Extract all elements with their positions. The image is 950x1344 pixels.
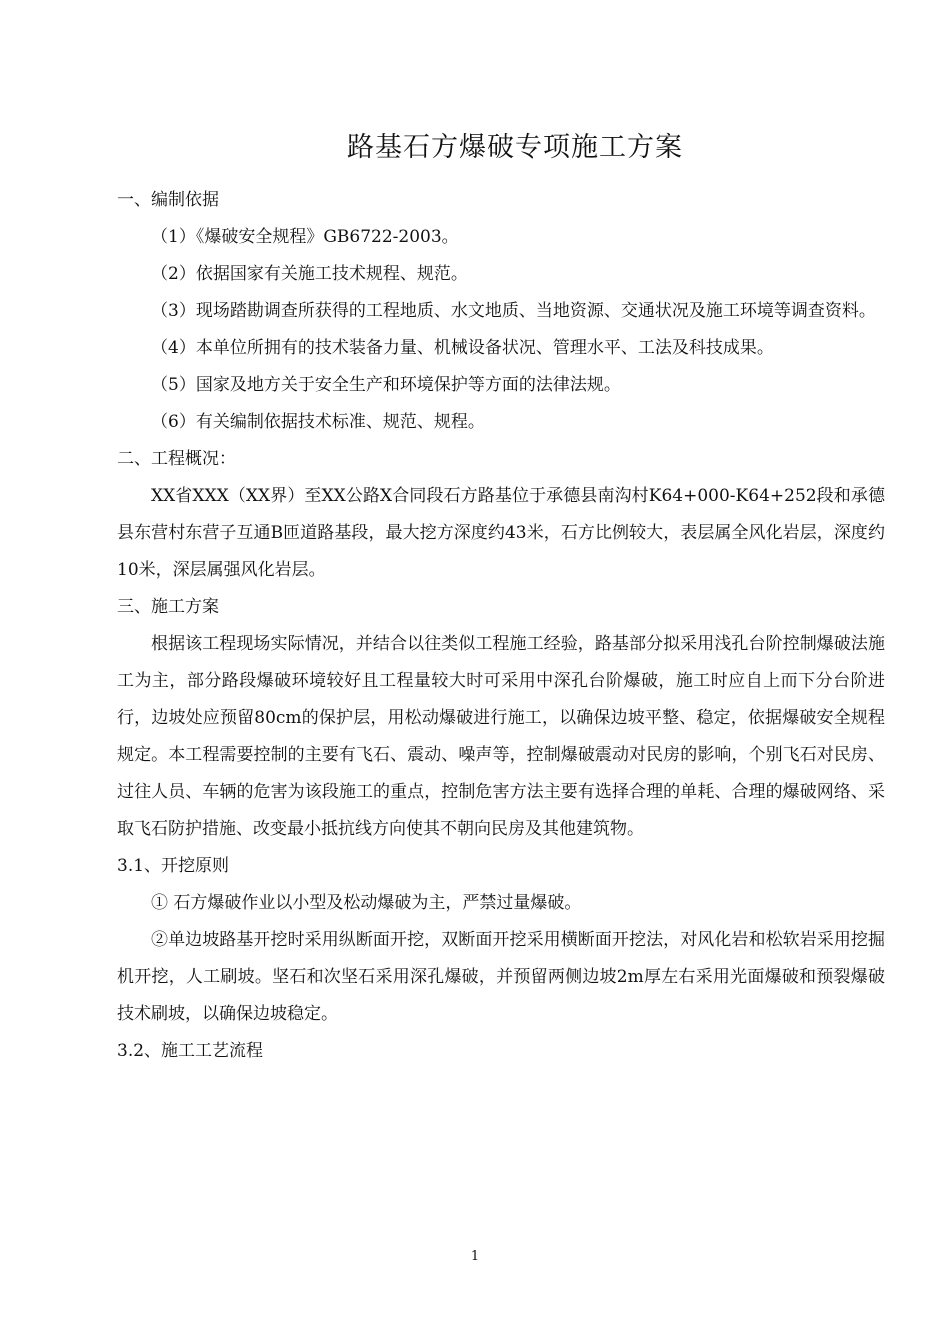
section-heading-overview: 二、工程概况：	[117, 449, 236, 469]
document-title: 路基石方爆破专项施工方案	[347, 132, 683, 163]
excavation-principle-2: ②单边坡路基开挖时采用纵断面开挖，双断面开挖采用横断面开挖法，对风化岩和松软岩采用挖掘机开挖，人工刷坡。坚石和次坚石采用深孔爆破，并预留两侧边坡2m厚左右采用光面爆破和预裂爆破技术刷坡，以确保边坡稳定。	[117, 930, 885, 1024]
overview-paragraph: XX省XXX（XX界）至XX公路X合同段石方路基位于承德县南沟村K64+000-K64+252段和承德县东营村东营子互通B匝道路基段，最大挖方深度约43米，石方比例较大，表层属全风化岩层，深度约10米，深层属强风化岩层。	[117, 486, 885, 580]
plan-paragraph: 根据该工程现场实际情况，并结合以往类似工程施工经验，路基部分拟采用浅孔台阶控制爆破法施工为主，部分路段爆破环境较好且工程量较大时可采用中深孔台阶爆破，施工时应自上而下分台阶进行，边坡处应预留80cm的保护层，用松动爆破进行施工，以确保边坡平整、稳定，依据爆破安全规程规定。本工程需要控制的主要有飞石、震动、噪声等，控制爆破震动对民房的影响，个别飞石对民房、过往人员、车辆的危害为该段施工的重点，控制危害方法主要有选择合理的单耗、合理的爆破网络、采取飞石防护措施、改变最小抵抗线方向使其不朝向民房及其他建筑物。	[117, 634, 885, 839]
subsection-heading-process: 3.2、施工工艺流程	[117, 1041, 264, 1061]
excavation-principle-1: ① 石方爆破作业以小型及松动爆破为主，严禁过量爆破。	[151, 893, 582, 913]
subsection-heading-excavation: 3.1、开挖原则	[117, 856, 230, 876]
basis-item-3: （3）现场踏勘调查所获得的工程地质、水文地质、当地资源、交通状况及施工环境等调查资料。	[151, 301, 876, 321]
section-heading-basis: 一、编制依据	[117, 190, 219, 210]
basis-item-1: （1）《爆破安全规程》GB6722-2003。	[151, 227, 459, 247]
page-number: 1	[470, 1249, 480, 1264]
section-heading-plan: 三、施工方案	[117, 597, 219, 617]
basis-item-5: （5）国家及地方关于安全生产和环境保护等方面的法律法规。	[151, 375, 621, 395]
basis-item-2: （2）依据国家有关施工技术规程、规范。	[151, 264, 468, 284]
basis-item-4: （4）本单位所拥有的技术装备力量、机械设备状况、管理水平、工法及科技成果。	[151, 338, 774, 358]
document-body	[117, 182, 885, 1070]
basis-item-6: （6）有关编制依据技术标准、规范、规程。	[151, 412, 485, 432]
